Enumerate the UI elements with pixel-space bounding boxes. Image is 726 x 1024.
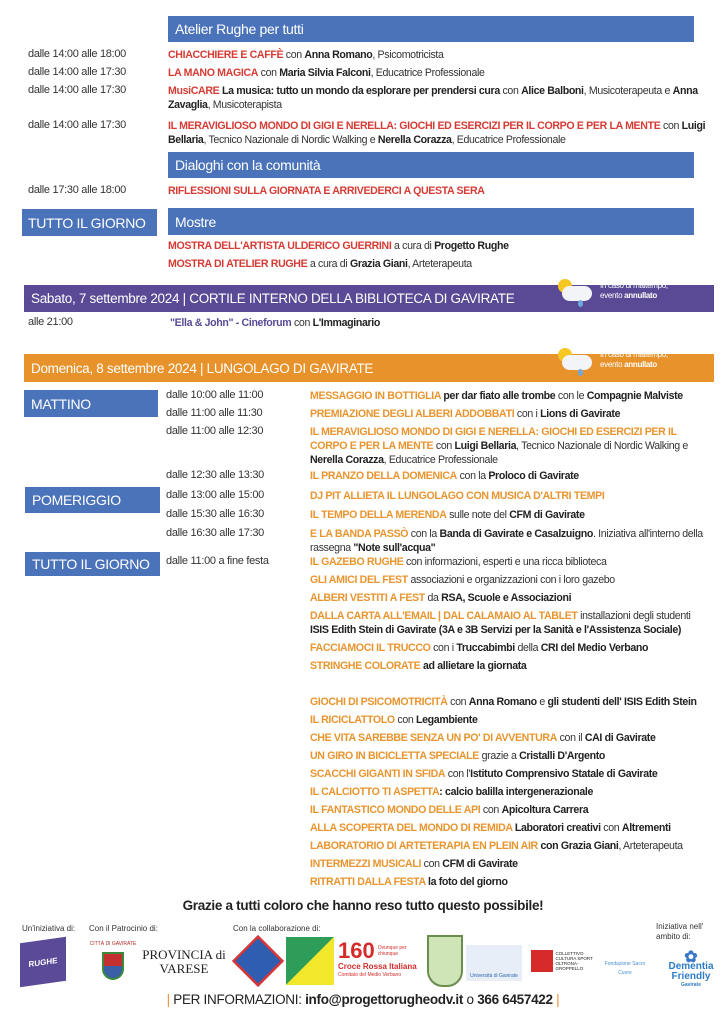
event-detail: con: [660, 120, 682, 132]
section-header-atelier: [168, 16, 694, 42]
event-detail: con: [480, 804, 502, 816]
event-title: GLI AMICI DEL FEST: [310, 574, 408, 586]
label-collaboration: Con la collaborazione di:: [233, 924, 321, 933]
logo-dementia-friendly: [664, 944, 718, 998]
phone-link[interactable]: 366 6457422: [477, 992, 553, 1007]
event-title: CHIACCHIERE E CAFFÈ: [168, 49, 284, 61]
label-text: MATTINO: [31, 395, 91, 412]
event-title: PREMIAZIONE DEGLI ALBERI ADDOBBATI: [310, 408, 515, 420]
event-detail: con: [291, 317, 313, 329]
event-time: dalle 11:00 alle 12:30: [166, 425, 264, 437]
event-detail: Maria Silvia Falconi: [279, 67, 371, 79]
sunday-header: [24, 350, 714, 382]
logo-text: Comitato del Medio Verbano: [338, 972, 402, 978]
event-time: dalle 14:00 alle 17:30: [28, 84, 126, 96]
event-item: [168, 239, 708, 253]
event-item: [310, 425, 710, 467]
info-or: o: [463, 992, 478, 1007]
event-detail: CFM di Gavirate: [442, 858, 518, 870]
divider: |: [166, 992, 174, 1007]
event-item: [168, 119, 708, 147]
weather-text: evento: [600, 360, 625, 369]
event-detail: associazioni e organizzazioni con i loro gazebo: [407, 574, 615, 586]
event-time: dalle 14:00 alle 17:30: [28, 66, 126, 78]
logo-green-yellow: [286, 937, 334, 985]
event-item: [168, 184, 708, 198]
event-detail: Anna Zavaglia: [168, 85, 698, 111]
event-title: CHE VITA SAREBBE SENZA UN PO' DI AVVENTURA: [310, 732, 557, 744]
event-detail: Compagnie Malviste: [586, 390, 683, 402]
event-detail: , Tecnico Nazionale di Nordic Walking e: [516, 440, 688, 452]
event-title: IL TEMPO DELLA MERENDA: [310, 509, 447, 521]
event-detail: e: [536, 696, 548, 708]
logo-rughe: [20, 937, 66, 987]
event-detail: Truccabimbi: [456, 642, 515, 654]
weather-notice: [556, 348, 668, 372]
event-detail: con la: [456, 470, 489, 482]
event-detail: , Psicomotricista: [372, 49, 444, 61]
event-detail: Nerella Corazza: [310, 454, 384, 466]
weather-icon: [556, 279, 594, 303]
event-title: MOSTRA DI ATELIER RUGHE: [168, 258, 308, 270]
event-item: [310, 591, 710, 605]
event-detail: , Educatrice Professionale: [383, 454, 498, 466]
logo-provincia-varese: [142, 944, 226, 980]
event-title: E LA BANDA PASSÒ: [310, 528, 409, 540]
event-detail: Progetto Rughe: [434, 240, 509, 252]
section-header-dialoghi: [168, 152, 694, 178]
event-detail: con: [258, 67, 280, 79]
label-text: POMERIGGIO: [32, 492, 121, 508]
event-title: STRINGHE COLORATE: [310, 660, 421, 672]
event-detail: con le: [555, 390, 587, 402]
event-time: dalle 10:00 alle 11:00: [166, 389, 264, 401]
event-detail: La musica: tutto un mondo da esplorare per prendersi cura: [219, 85, 500, 97]
event-detail: con: [283, 49, 305, 61]
event-title: UN GIRO IN BICICLETTA SPECIALE: [310, 750, 480, 762]
event-item: [310, 695, 710, 709]
event-detail: Istituto Comprensivo Statale di Gavirate: [470, 768, 658, 780]
divider: |: [552, 992, 560, 1007]
event-item: [168, 257, 708, 271]
event-detail: Apicoltura Carrera: [501, 804, 589, 816]
event-title: DJ PIT ALLIETA IL LUNGOLAGO CON MUSICA D'ALTRI TEMPI: [310, 490, 605, 502]
event-detail: "Note sull'acqua": [353, 542, 436, 554]
event-title: RITRATTI DALLA FESTA: [310, 876, 426, 888]
event-time: dalle 11:00 alle 11:30: [166, 407, 263, 419]
logo-text: Croce Rossa Italiana: [338, 962, 417, 971]
event-item: [310, 767, 710, 781]
event-detail: . Iniziativa all'interno della rassegna: [310, 528, 703, 554]
event-detail: con il: [557, 732, 585, 744]
all-day-label: [22, 209, 157, 236]
event-item: [310, 527, 710, 555]
label-text: TUTTO IL GIORNO: [28, 214, 146, 231]
section-title: Atelier Rughe per tutti: [175, 21, 304, 37]
label-patronage: Con il Patrocinio di:: [89, 924, 158, 933]
event-detail: , Educatrice Professionale: [370, 67, 485, 79]
event-detail: con i: [514, 408, 541, 420]
event-item: [310, 857, 710, 871]
event-item: [168, 66, 708, 80]
event-detail: a cura di: [307, 258, 350, 270]
all-day-label: [25, 552, 160, 576]
event-time: dalle 13:00 alle 15:00: [166, 489, 264, 501]
event-item: [310, 821, 710, 835]
event-title: IL CALCIOTTO TI ASPETTA: [310, 786, 440, 798]
event-detail: Nerella Corazza: [377, 134, 452, 146]
event-title: DALLA CARTA ALL'EMAIL | DAL CALAMAIO AL TABLET: [310, 610, 578, 622]
event-detail: , Tecnico Nazionale di Nordic Walking e: [203, 134, 378, 146]
event-detail: Anna Romano: [468, 696, 537, 708]
label-ambit: Iniziativa nell' ambito di:: [656, 922, 704, 941]
weather-cancelled: annullato: [624, 360, 658, 369]
event-detail: Anna Romano: [304, 49, 373, 61]
event-item: [310, 555, 710, 569]
event-title: LABORATORIO DI ARTETERAPIA EN PLEIN AIR: [310, 840, 538, 852]
event-time: dalle 15:30 alle 16:30: [166, 508, 264, 520]
event-detail: la foto del giorno: [425, 876, 508, 888]
event-detail: da: [424, 592, 442, 604]
event-title: MusiCARE: [168, 85, 220, 97]
event-item: [168, 84, 708, 112]
event-detail: , Musicoterapeuta e: [583, 85, 673, 97]
event-item: [310, 573, 710, 587]
event-item: [310, 785, 710, 799]
event-item: [310, 749, 710, 763]
event-title: "Ella & John" - Cineforum: [170, 317, 292, 329]
logo-shield: [427, 935, 463, 987]
event-title: INTERMEZZI MUSICALI: [310, 858, 422, 870]
event-detail: con l': [445, 768, 471, 780]
event-detail: della: [514, 642, 541, 654]
event-detail: Lions di Gavirate: [540, 408, 621, 420]
logo-text: Fondazione Sacro Cuore: [604, 961, 646, 976]
event-item: [310, 659, 710, 673]
event-detail: CAI di Gavirate: [584, 732, 656, 744]
event-time: dalle 12:30 alle 13:30: [166, 469, 264, 481]
weather-text: In caso di maltempo,: [600, 350, 668, 359]
event-title: ALBERI VESTITI A FEST: [310, 592, 425, 604]
logo-text: Università di Gavirate: [470, 973, 518, 979]
event-title: LA MANO MAGICA: [168, 67, 259, 79]
event-title: GIOCHI DI PSICOMOTRICITÀ: [310, 696, 448, 708]
event-detail: con la: [408, 528, 440, 540]
weather-text: In caso di maltempo,: [600, 281, 668, 290]
event-detail: Legambiente: [416, 714, 478, 726]
logo-mascot: [232, 935, 284, 987]
logo-text: COLLETTIVO CULTURA SPORT OLTRONA-GROPPELLO: [555, 951, 593, 971]
label-initiative: Un'iniziativa di:: [22, 924, 76, 933]
logo-text: PROVINCIA di VARESE: [142, 947, 226, 976]
event-time: dalle 11:00 a fine festa: [166, 555, 269, 567]
event-detail: Altrementi: [621, 822, 671, 834]
event-title: FACCIAMOCI IL TRUCCO: [310, 642, 431, 654]
event-title: IL MERAVIGLIOSO MONDO DI GIGI E NERELLA: GIOCHI ED ESERCIZI PER IL CORPO E PER LA MENTE: [310, 426, 677, 452]
event-item: [310, 641, 710, 655]
logo-fondazione: [598, 944, 652, 978]
event-title: RIFLESSIONI SULLA GIORNATA E ARRIVEDERCI A QUESTA SERA: [168, 185, 485, 197]
event-item: [310, 609, 710, 637]
event-detail: con informazioni, esperti e una ricca biblioteca: [403, 556, 607, 568]
event-detail: Proloco di Gavirate: [488, 470, 579, 482]
event-item: [310, 469, 710, 483]
event-item: [310, 875, 710, 889]
event-detail: a cura di: [391, 240, 435, 252]
event-detail: Grazia Giani: [349, 258, 408, 270]
saturday-header: [24, 281, 714, 312]
thanks-message: Grazie a tutti coloro che hanno reso tutto questo possibile!: [182, 898, 544, 913]
logo-croce-rossa: [338, 938, 426, 982]
weather-icon: [556, 348, 594, 372]
event-detail: Banda di Gavirate e Casalzuigno: [439, 528, 593, 540]
logo-text: CITTÀ DI GAVIRATE: [89, 940, 137, 947]
event-time: dalle 16:30 alle 17:30: [166, 527, 264, 539]
logo-text: Dementia: [668, 961, 714, 972]
section-title: Mostre: [175, 213, 216, 230]
event-detail: installazioni degli studenti: [577, 610, 691, 622]
event-item: [310, 489, 710, 503]
event-title: SCACCHI GIGANTI IN SFIDA: [310, 768, 446, 780]
event-detail: grazie a: [479, 750, 520, 762]
event-time: dalle 17:30 alle 18:00: [28, 184, 126, 196]
logo-text: Gavirate: [680, 982, 701, 988]
logo-text: Ovunque per chiunque: [377, 945, 407, 957]
event-title: MESSAGGIO IN BOTTIGLIA: [310, 390, 441, 402]
event-detail: ad allietare la giornata: [420, 660, 527, 672]
event-item: [168, 48, 708, 62]
morning-label: [24, 390, 158, 417]
event-item: [310, 389, 710, 403]
section-title: Dialoghi con la comunità: [175, 157, 321, 173]
afternoon-label: [25, 487, 160, 513]
event-title: IL RICICLATTOLO: [310, 714, 395, 726]
event-detail: CFM di Gavirate: [509, 509, 585, 521]
event-item: [310, 508, 710, 522]
email-link[interactable]: info@progettorugheodv.it: [305, 992, 464, 1007]
event-detail: gli studenti dell' ISIS Edith Stein: [547, 696, 697, 708]
event-detail: , Arteterapeuta: [618, 840, 683, 852]
event-time: dalle 14:00 alle 18:00: [28, 48, 126, 60]
logo-text: Friendly: [671, 971, 711, 982]
event-title: IL FANTASTICO MONDO DELLE API: [310, 804, 481, 816]
event-detail: per dar fiato alle trombe: [440, 390, 556, 402]
event-detail: con: [421, 858, 443, 870]
event-detail: L'Immaginario: [312, 317, 381, 329]
event-detail: Luigi Bellaria: [454, 440, 517, 452]
logo-text: RUGHE: [28, 955, 58, 969]
event-detail: , Educatrice Professionale: [451, 134, 566, 146]
event-item: [310, 731, 710, 745]
event-title: MOSTRA DELL'ARTISTA ULDERICO GUERRINI: [168, 240, 392, 252]
event-detail: con Grazia Giani: [537, 840, 619, 852]
event-detail: RSA, Scuole e Associazioni: [441, 592, 572, 604]
event-detail: Alice Balboni: [521, 85, 584, 97]
event-detail: sulle note del: [446, 509, 510, 521]
event-item: [170, 316, 690, 330]
event-item: [310, 839, 710, 853]
flower-icon: ✿: [684, 949, 698, 966]
weather-text: evento: [600, 291, 625, 300]
event-detail: con: [600, 822, 622, 834]
event-time: dalle 14:00 alle 17:30: [28, 119, 126, 131]
event-title: IL MERAVIGLIOSO MONDO DI GIGI E NERELLA: GIOCHI ED ESERCIZI PER IL CORPO E PER LA MENTE: [168, 120, 661, 132]
weather-notice: [556, 279, 668, 303]
event-detail: Laboratori creativi: [512, 822, 601, 834]
weather-cancelled: annullato: [624, 291, 658, 300]
event-detail: con: [447, 696, 469, 708]
event-item: [310, 713, 710, 727]
event-detail: : calcio balilla intergenerazionale: [439, 786, 594, 798]
event-detail: con i: [430, 642, 457, 654]
event-detail: , Arteterapeuta: [407, 258, 472, 270]
event-detail: con: [499, 85, 522, 97]
section-header-mostre: [168, 208, 694, 235]
logo-citta-gavirate: [88, 932, 138, 987]
event-item: [310, 407, 710, 421]
event-title: IL PRANZO DELLA DOMENICA: [310, 470, 457, 482]
info-label: PER INFORMAZIONI:: [173, 992, 306, 1007]
logo-universita: [466, 945, 522, 981]
event-detail: CRI del Medio Verbano: [540, 642, 649, 654]
logo-ccs: [528, 946, 598, 976]
event-title: IL GAZEBO RUGHE: [310, 556, 404, 568]
sunday-title: Domenica, 8 settembre 2024 | LUNGOLAGO DI GAVIRATE: [31, 360, 374, 376]
event-detail: , Musicoterapista: [207, 99, 282, 111]
logo-text: 160: [338, 938, 375, 963]
event-detail: Cristalli D'Argento: [519, 750, 606, 762]
info-line: [0, 992, 726, 1007]
event-detail: con: [433, 440, 455, 452]
event-item: [310, 803, 710, 817]
event-detail: ISIS Edith Stein di Gavirate (3A e 3B Servizi per la Sanità e l'Assistenza Sociale): [310, 624, 682, 636]
label-text: TUTTO IL GIORNO: [32, 556, 150, 572]
event-detail: Luigi Bellaria: [168, 120, 706, 146]
event-detail: con: [394, 714, 417, 726]
event-time: alle 21:00: [28, 316, 73, 328]
saturday-title: Sabato, 7 settembre 2024 | CORTILE INTERNO DELLA BIBLIOTECA DI GAVIRATE: [31, 291, 515, 306]
event-title: ALLA SCOPERTA DEL MONDO DI REMIDA: [310, 822, 513, 834]
